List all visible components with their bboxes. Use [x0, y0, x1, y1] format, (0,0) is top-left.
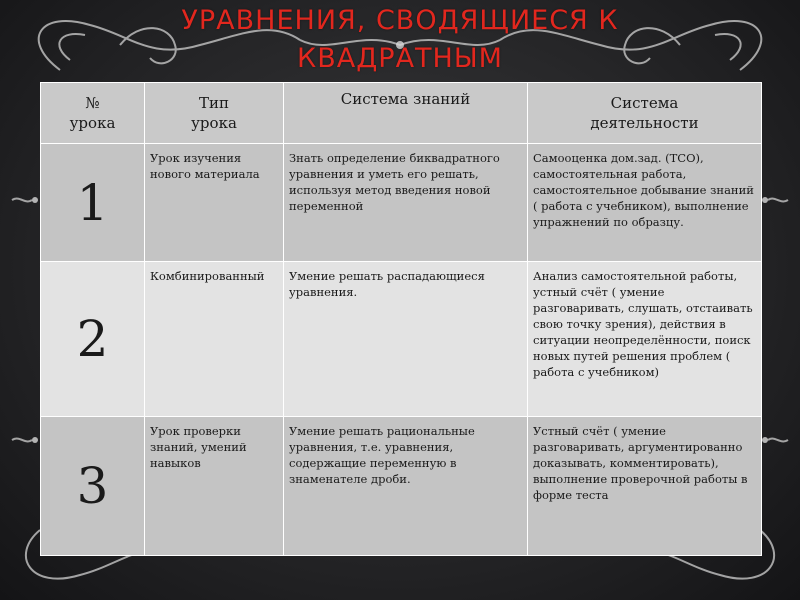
table-row [41, 262, 762, 417]
lesson-type: Урок изучения нового материала [145, 144, 284, 262]
header-activity-system [528, 83, 762, 144]
lesson-number: 3 [41, 417, 145, 556]
lesson-number: 2 [41, 262, 145, 417]
header-lesson-number [41, 83, 145, 144]
header-lesson-number-text: № урока [69, 94, 116, 132]
header-knowledge-system [284, 83, 528, 144]
activity-system: Устный счёт ( умение разговаривать, аргументированно доказывать, комментировать), выполнение проверочной работы в форме теста [528, 417, 762, 556]
header-lesson-type [145, 83, 284, 144]
header-knowledge-system-text: Система знаний [340, 90, 471, 108]
lesson-type: Урок проверки знаний, умений навыков [145, 417, 284, 556]
table-row [41, 417, 762, 556]
lesson-number: 1 [41, 144, 145, 262]
knowledge-system: Знать определение биквадратного уравнения и уметь его решать, используя метод введения новой переменной [284, 144, 528, 262]
table-row [41, 144, 762, 262]
knowledge-system: Умение решать рациональные уравнения, т.е. уравнения, содержащие переменную в знаменателе дроби. [284, 417, 528, 556]
knowledge-system: Умение решать распадающиеся уравнения. [284, 262, 528, 417]
table-header-row [41, 83, 762, 144]
lessons-table [40, 82, 762, 556]
activity-system: Анализ самостоятельной работы, устный счёт ( умение разговаривать, слушать, отстаивать свою точку зрения), действия в ситуации неопределённости, поиск новых путей решения проблем ( работа с учебником) [528, 262, 762, 417]
slide-title: УРАВНЕНИЯ, СВОДЯЩИЕСЯ К КВАДРАТНЫМ [181, 5, 619, 74]
header-lesson-type-text: Тип урока [191, 94, 237, 132]
activity-system: Самооценка дом.зад. (ТСО), самостоятельная работа, самостоятельное добывание знаний ( работа с учебником), выполнение упражнений по образцу. [528, 144, 762, 262]
lesson-type: Комбинированный [145, 262, 284, 417]
header-activity-system-text: Система деятельности [590, 94, 699, 132]
